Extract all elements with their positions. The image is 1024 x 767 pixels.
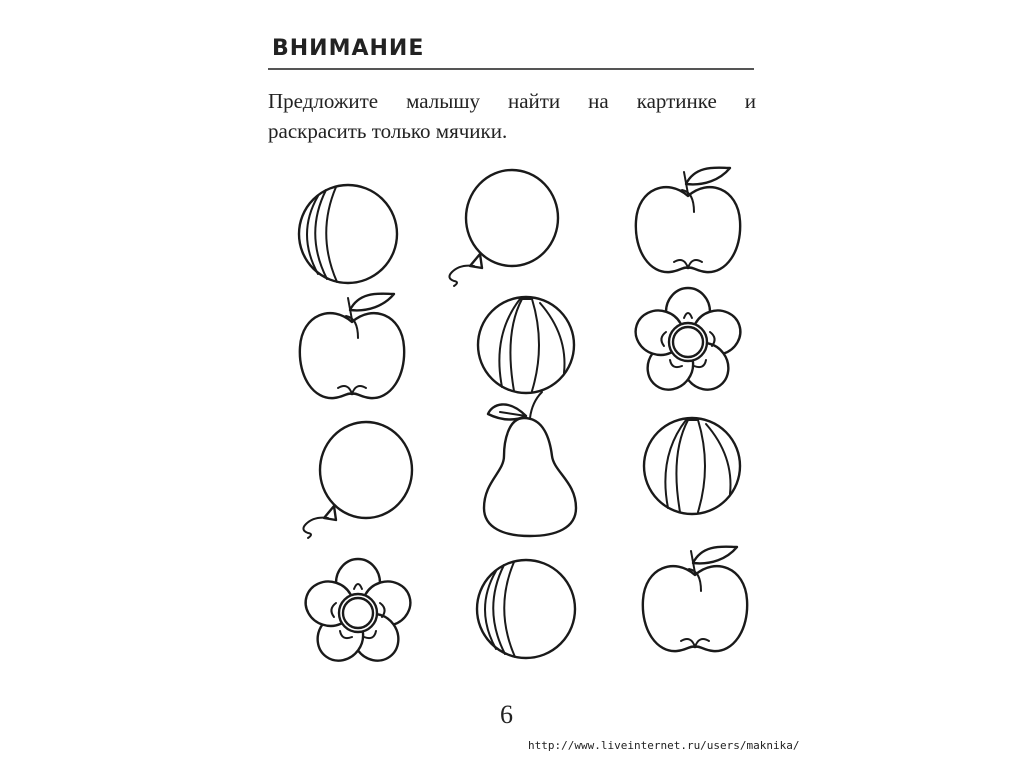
apple-picture[interactable] — [643, 547, 747, 651]
striped-ball-picture[interactable] — [477, 560, 575, 658]
instruction-line-1: Предложите малышу найти на картинке и — [268, 89, 756, 113]
balloon-picture[interactable] — [303, 422, 412, 538]
flower-picture[interactable] — [630, 288, 746, 399]
page-number: 6 — [500, 700, 513, 729]
balloon-picture[interactable] — [449, 170, 558, 286]
beach-ball-picture[interactable] — [644, 418, 740, 514]
apple-picture[interactable] — [300, 294, 404, 398]
instruction-line-2: раскрасить только мячики. — [268, 119, 508, 143]
pear-picture[interactable] — [484, 392, 576, 536]
page-heading: ВНИМАНИЕ — [272, 36, 425, 61]
source-url[interactable]: http://www.liveinternet.ru/users/maknika/ — [528, 739, 800, 752]
striped-ball-picture[interactable] — [299, 185, 397, 283]
flower-picture[interactable] — [300, 559, 416, 670]
beach-ball-picture[interactable] — [478, 297, 574, 393]
apple-picture[interactable] — [636, 168, 740, 272]
